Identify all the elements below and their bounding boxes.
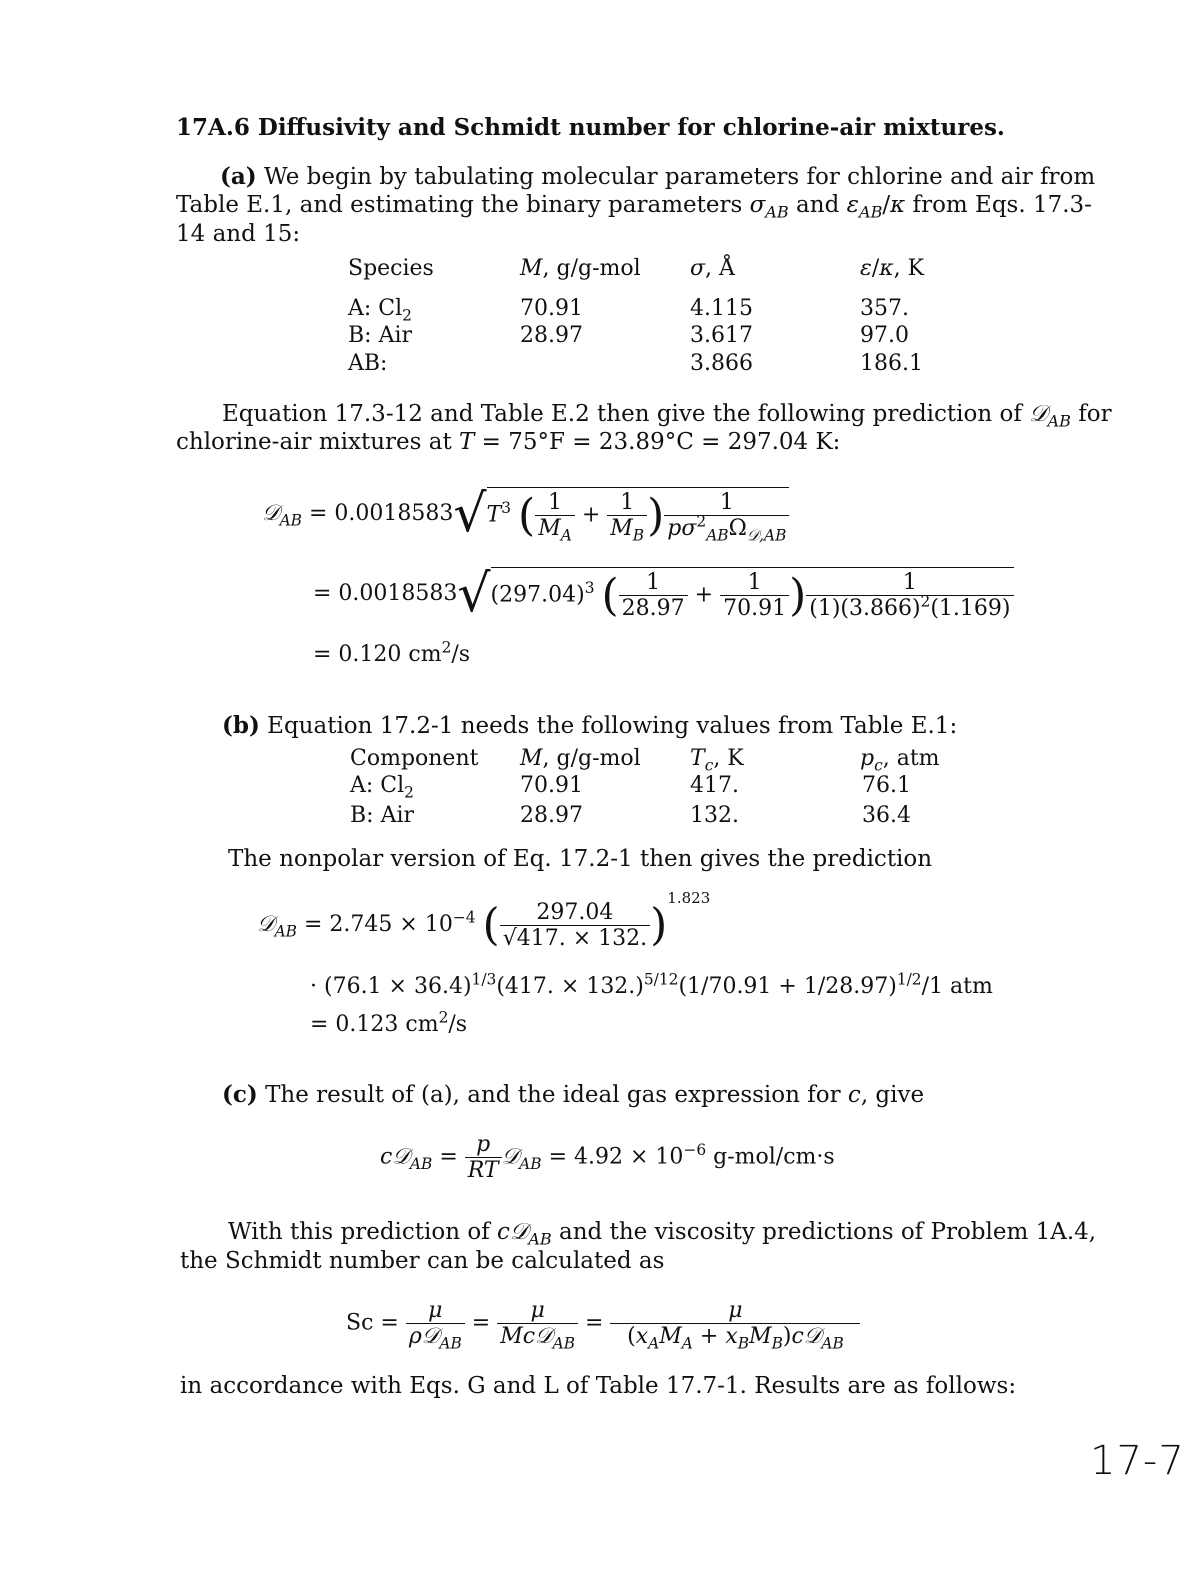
table2-row1-tc: 417. bbox=[690, 773, 739, 798]
table1-row3-epsilon: 186.1 bbox=[860, 351, 923, 376]
table2-row1-pc: 76.1 bbox=[862, 773, 911, 798]
table1-header-mass: M, g/g-mol bbox=[520, 256, 641, 281]
table1-row2-epsilon: 97.0 bbox=[860, 323, 909, 348]
table1-row3-sigma: 3.866 bbox=[690, 351, 753, 376]
equation-b-line-2: · $(76.1 \times 36.4)^{1/3}(417$. × $132.)^{5/12}(1/70.91 + 1/28.97)^{1/2}/1$ atm bbox=[310, 970, 993, 999]
table2-header-mass: M, g/g-mol bbox=[520, 746, 641, 771]
table1-header-species: Species bbox=[348, 256, 434, 281]
part-c-text-1: With this prediction of c𝒟$_{AB}$ and the viscosity predictions of Problem 1A.4, bbox=[228, 1219, 1097, 1249]
equation-b-line-1: 𝒟$_{AB}$ = $2.745 \times 10^{-4}$ ( $\frac{297.04}{√417. \times 132.}$ )$^{1.823}$ bbox=[257, 889, 711, 951]
table2-row2-mass: 28.97 bbox=[520, 803, 583, 828]
table1-row3-species: AB: bbox=[348, 351, 388, 376]
table1-row2-sigma: 3.617 bbox=[690, 323, 753, 348]
table2-header-tc: $T_c$, K bbox=[690, 746, 744, 775]
table1-row2-species: B: Air bbox=[348, 323, 413, 348]
table2-row2-component: B: Air bbox=[350, 803, 415, 828]
equation-c: c𝒟$_{AB}$ = $\frac{p}{RT}$ 𝒟$_{AB}$ = $4.92 \times 10^{-6}$ g-mol/cm·s bbox=[380, 1132, 835, 1183]
table2-row2-tc: 132. bbox=[690, 803, 739, 828]
equation-a-result: = 0.120 $cm^2/s$ bbox=[313, 638, 471, 667]
table1-header-epsilon: ε/κ, K bbox=[860, 256, 925, 281]
table2-header-component: Component bbox=[350, 746, 479, 771]
part-c-intro: (c) The result of (a), and the ideal gas expression for c, give bbox=[222, 1081, 925, 1108]
table1-row1-mass: 70.91 bbox=[520, 296, 583, 321]
part-a-after-1: Equation 17.3-12 and Table E.2 then give the following prediction of 𝒟$_{AB}$ for bbox=[222, 401, 1112, 431]
table2-row2-pc: 36.4 bbox=[862, 803, 911, 828]
equation-a-symbolic: 𝒟$_{AB}$ = $0.0018583√T^3$ ( $\frac{1}{M_A}$ + $\frac{1}{M_B}$ ) $\frac{1}{p\sigma^2_{AB}\Omega_{𝒟,AB}}$ bbox=[262, 484, 789, 544]
problem-title: 17A.6 Diffusivity and Schmidt number for chlorine-air mixtures. bbox=[176, 114, 1005, 141]
part-a-after-2: chlorine-air mixtures at T = 75°F = 23.89°C = 297.04 K: bbox=[176, 429, 841, 455]
equation-b-result: = 0.123 $cm^2/s$ bbox=[310, 1008, 468, 1037]
table2-row1-mass: 70.91 bbox=[520, 773, 583, 798]
equation-a-numeric: = $0.0018583√(297.04)^3$ ( $\frac{1}{28.97}$ + $\frac{1}{70.91}$ ) $\frac{1}{(1)(3.866)^2(1.169)}$ bbox=[313, 564, 1014, 624]
table1-row2-mass: 28.97 bbox=[520, 323, 583, 348]
part-a-line-1: (a) We begin by tabulating molecular parameters for chlorine and air from bbox=[220, 163, 1096, 190]
table1-row1-epsilon: 357. bbox=[860, 296, 909, 321]
part-b-intro: (b) Equation 17.2-1 needs the following values from Table E.1: bbox=[222, 712, 958, 739]
part-b-after: The nonpolar version of Eq. 17.2-1 then gives the prediction bbox=[228, 846, 933, 872]
table1-header-sigma: σ, Å bbox=[690, 256, 735, 281]
schmidt-equation: Sc = $\frac{\mu}{\rho 𝒟_{AB}}$ = $\frac{\mu}{Mc𝒟_{AB}}$ = $\frac{\mu}{(x_AM_A + x_BM_B)c𝒟_{AB}}$ bbox=[346, 1298, 860, 1349]
table1-row1-species: A: $Cl_2$ bbox=[348, 296, 412, 325]
page-number-handwritten: 17-7 bbox=[1090, 1438, 1185, 1484]
closing-text: in accordance with Eqs. G and L of Table 17.7-1. Results are as follows: bbox=[180, 1373, 1017, 1399]
part-a-line-2: Table E.1, and estimating the binary parameters $\sigma_{AB}$ and $\varepsilon_{AB}/\kappa$ from Eqs. 17.3- bbox=[176, 192, 1092, 222]
table1-row1-sigma: 4.115 bbox=[690, 296, 753, 321]
part-a-line-3: 14 and 15: bbox=[176, 221, 301, 247]
part-c-text-2: the Schmidt number can be calculated as bbox=[180, 1248, 665, 1274]
table2-row1-component: A: $Cl_2$ bbox=[350, 773, 414, 802]
table2-header-pc: $p_c$, atm bbox=[860, 746, 940, 775]
